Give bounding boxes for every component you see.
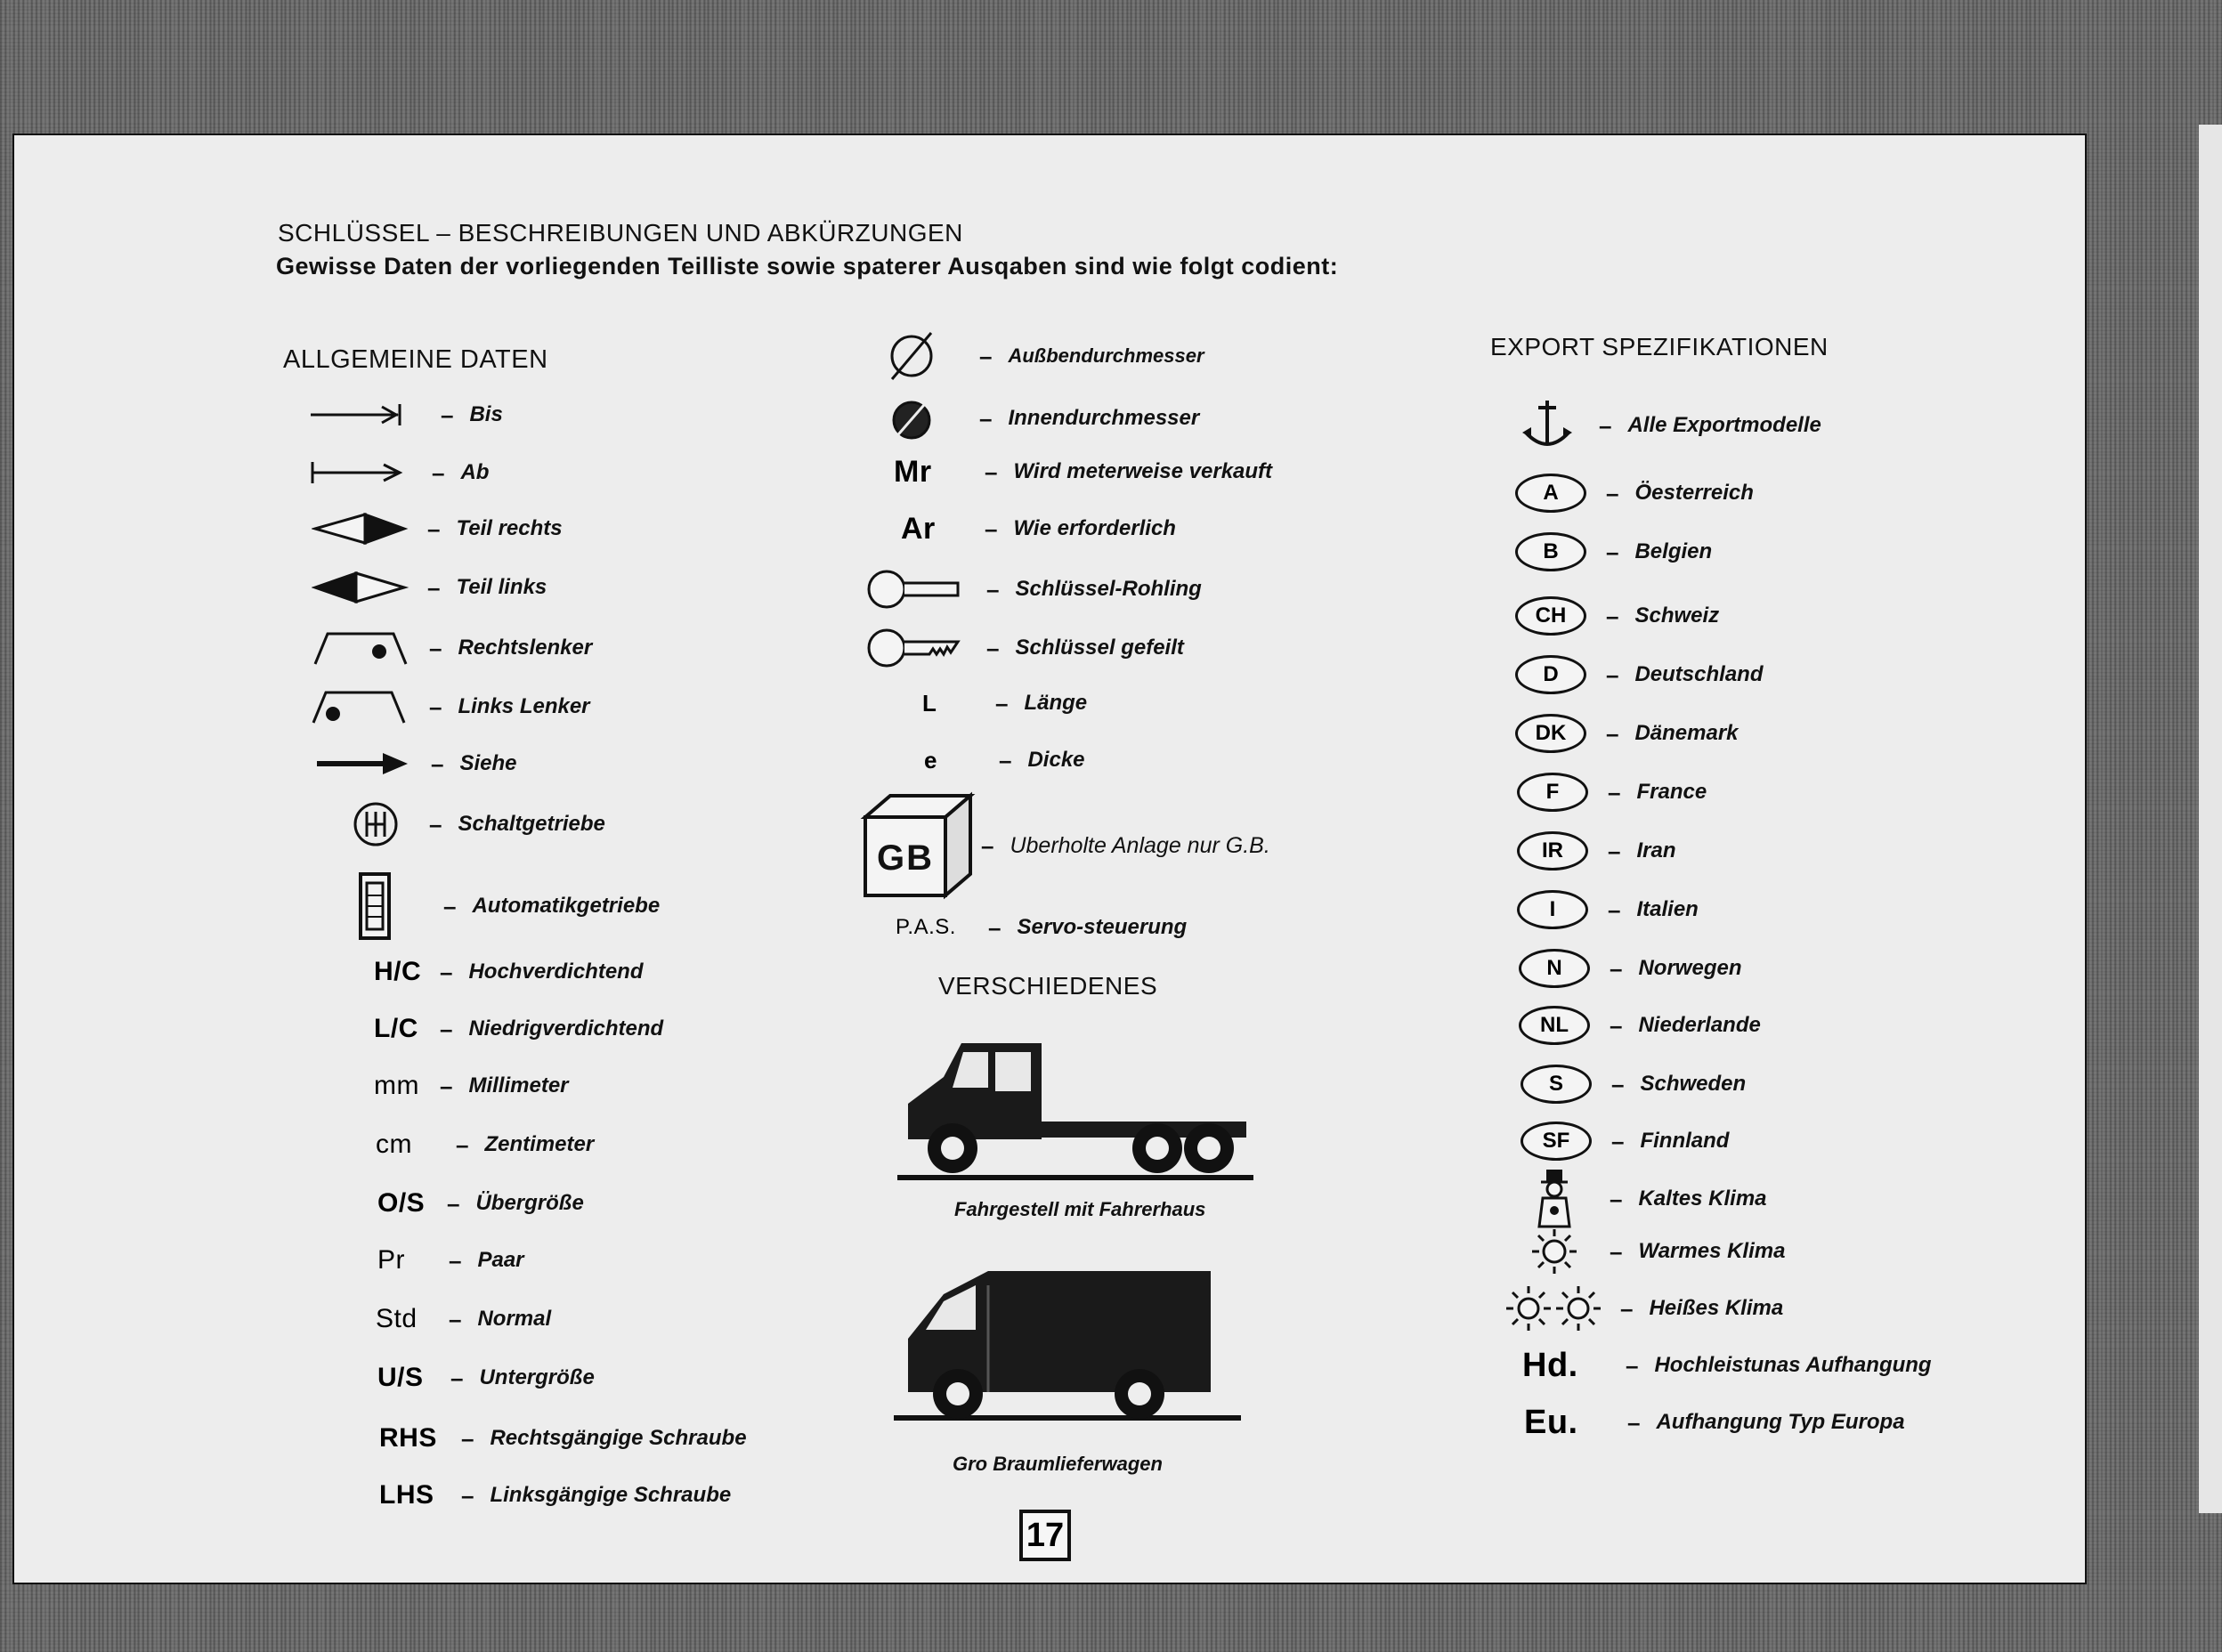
export-label: Belgien [1634,539,1713,563]
outer-diameter-icon [885,329,938,383]
export-heading: EXPORT SPEZIFIKATIONEN [1490,333,1829,360]
export-label: Schweiz [1634,603,1720,628]
abbreviation: RHS [379,1423,437,1453]
general-row: – Automatikgetriebe [353,871,660,942]
hot-climate-icon [1504,1284,1602,1332]
key-cut-icon [865,626,963,670]
general-heading: ALLGEMEINE DATEN [283,345,548,374]
middle-row: P.A.S. – Servo-steuerung [896,913,1188,941]
abbreviation: U/S [377,1363,424,1392]
general-row: – Links Lenker [310,682,590,732]
middle-label: Außbendurchmesser [1008,344,1204,367]
country-badge: S [1521,1065,1592,1104]
general-label: Links Lenker [458,694,590,718]
export-row: B – Belgien [1515,527,1712,577]
middle-row: – Schlüssel-Rohling [865,564,1202,614]
export-row: F – France [1517,767,1707,817]
country-badge: D [1515,655,1586,694]
general-row: cm – Zentimeter [376,1130,595,1159]
abbreviation: Ar [901,511,936,546]
export-row: Eu. – Aufhangung Typ Europa [1524,1403,1905,1441]
page-title: SCHLÜSSEL – BESCHREIBUNGEN UND ABKÜRZUNGEN [278,219,963,247]
general-label: Hochverdichtend [468,960,644,984]
export-row: – Kaltes Klima [1528,1168,1767,1230]
middle-label: Innendurchmesser [1008,406,1200,430]
adjacent-page-edge [2199,125,2222,1513]
general-row: mm – Millimeter [374,1071,569,1100]
general-label: Normal [477,1307,552,1331]
general-label: Rechtsgängige Schraube [490,1426,747,1450]
misc-heading: VERSCHIEDENES [938,972,1158,1000]
abbreviation: O/S [377,1188,426,1218]
export-label: Warmes Klima [1638,1239,1786,1263]
export-row: – Heißes Klima [1504,1282,1783,1335]
country-badge: NL [1519,1006,1590,1045]
middle-label: Dicke [1027,748,1085,772]
export-label: Aufhangung Typ Europa [1656,1410,1905,1434]
middle-row: Ar – Wie erforderlich [901,511,1176,546]
warm-climate-icon [1528,1227,1581,1275]
general-row: – Bis [307,390,503,440]
export-row: IR – Iran [1517,826,1675,876]
general-row: L/C – Niedrigverdichtend [374,1014,664,1043]
export-label: Dänemark [1634,721,1739,745]
general-label: Ab [460,460,490,484]
general-label: Rechtslenker [458,636,593,660]
middle-row: L – Länge [922,689,1088,717]
general-row: – Siehe [313,739,517,789]
export-row: I – Italien [1517,885,1699,935]
general-row: – Schaltgetriebe [349,799,605,849]
export-label: Italien [1636,897,1699,921]
export-label: Deutschland [1634,662,1764,686]
arrow-to-bar-icon [307,401,405,428]
middle-row: – Außbendurchmesser [885,329,1204,383]
country-badge: A [1515,474,1586,513]
anchor-icon [1512,397,1583,454]
general-row: Pr – Paar [377,1245,524,1275]
manual-gearbox-icon [349,800,402,848]
abbreviation: Eu. [1524,1403,1578,1441]
inner-diameter-icon [885,392,938,445]
gb-box-text: GB [877,838,934,878]
export-label: Norwegen [1638,956,1742,980]
country-badge: DK [1515,714,1586,753]
panel-van-icon [890,1259,1246,1441]
general-label: Übergröße [475,1191,584,1215]
key-blank-icon [865,567,963,611]
export-row: – Warmes Klima [1528,1225,1785,1278]
general-row: O/S – Übergröße [377,1188,584,1218]
export-label: France [1636,780,1707,804]
general-label: Teil links [456,575,547,599]
page-subtitle: Gewisse Daten der vorliegenden Teilliste sowie spaterer Ausqaben sind wie folgt codient: [276,253,1339,279]
left-hand-drive-icon [310,687,408,726]
middle-row: e – Dicke [924,746,1085,773]
country-badge: SF [1521,1122,1592,1161]
middle-row: – Schlüssel gefeilt [865,623,1184,673]
general-row: – Teil rechts [312,504,563,554]
general-label: Niedrigverdichtend [468,1016,664,1041]
export-row: Hd. – Hochleistunas Aufhangung [1522,1346,1932,1384]
export-row: D – Deutschland [1515,650,1764,700]
part-right-icon [312,511,410,547]
middle-label: Wird meterweise verkauft [1013,459,1273,483]
abbreviation: H/C [374,957,422,986]
export-label: Schweden [1640,1072,1747,1096]
middle-label: Schlüssel gefeilt [1015,636,1184,660]
see-arrow-icon [313,750,411,777]
country-badge: IR [1517,831,1588,871]
general-label: Linksgängige Schraube [490,1483,732,1507]
country-badge: F [1517,773,1588,812]
middle-row: – Innendurchmesser [885,392,1199,445]
abbreviation: P.A.S. [896,915,956,939]
middle-label: Schlüssel-Rohling [1015,577,1202,601]
abbreviation: e [924,746,937,773]
general-label: Paar [477,1248,524,1272]
export-row: NL – Niederlande [1519,1000,1761,1050]
vehicle-caption: Fahrgestell mit Fahrerhaus [954,1198,1206,1220]
general-label: Teil rechts [456,516,563,540]
right-hand-drive-icon [312,628,410,668]
general-row: H/C – Hochverdichtend [374,957,644,986]
export-row: – Alle Exportmodelle [1512,397,1821,454]
export-label: Niederlande [1638,1013,1761,1037]
general-row: – Teil links [312,563,547,612]
general-row: RHS – Rechtsgängige Schraube [379,1423,747,1453]
middle-label: Wie erforderlich [1013,516,1176,540]
part-left-icon [312,570,410,605]
abbreviation: L/C [374,1014,418,1043]
arrow-from-bar-icon [307,459,405,486]
general-row: LHS – Linksgängige Schraube [379,1480,732,1510]
export-row: SF – Finnland [1521,1116,1729,1166]
general-row: – Rechtslenker [312,623,592,673]
cold-climate-icon [1528,1168,1581,1230]
middle-label: Länge [1024,691,1088,715]
export-label: Öesterreich [1634,481,1754,505]
middle-row: Mr – Wird meterweise verkauft [894,454,1273,489]
general-label: Automatikgetriebe [472,894,661,918]
export-label: Finnland [1640,1129,1730,1153]
abbreviation: L [922,689,937,717]
gb-box-icon [860,790,976,901]
export-row: S – Schweden [1521,1059,1746,1109]
abbreviation: LHS [379,1480,434,1510]
abbreviation: Pr [377,1245,405,1275]
vehicle-caption: Gro Braumlieferwagen [953,1453,1163,1475]
general-label: Siehe [459,751,517,775]
export-label: Iran [1636,838,1676,862]
abbreviation: Hd. [1522,1346,1578,1384]
country-badge: N [1519,949,1590,988]
general-label: Untergröße [479,1365,595,1389]
middle-label: Servo-steuerung [1017,915,1188,939]
general-label: Schaltgetriebe [458,812,605,836]
abbreviation: cm [376,1130,412,1159]
abbreviation: Mr [894,454,932,489]
general-label: Millimeter [468,1073,569,1097]
export-label: Kaltes Klima [1638,1186,1767,1211]
general-label: Zentimeter [484,1132,595,1156]
abbreviation: mm [374,1071,419,1100]
general-row: – Ab [307,448,489,498]
country-badge: CH [1515,596,1586,636]
export-row: CH – Schweiz [1515,591,1719,641]
chassis-cab-icon [890,1032,1255,1197]
export-row: N – Norwegen [1519,943,1741,993]
abbreviation: Std [376,1304,418,1333]
export-label: Heißes Klima [1649,1296,1784,1320]
country-badge: B [1515,532,1586,571]
export-row: DK – Dänemark [1515,709,1739,758]
automatic-gearbox-icon [353,871,397,942]
country-badge: I [1517,890,1588,929]
middle-row: GB – Uberholte Anlage nur G.B. [860,790,1270,901]
general-label: Bis [469,402,503,426]
page-number: 17 [1019,1510,1071,1561]
export-label: Hochleistunas Aufhangung [1654,1353,1932,1377]
export-row: A – Öesterreich [1515,468,1754,518]
export-label: Alle Exportmodelle [1627,413,1821,437]
general-row: U/S – Untergröße [377,1363,595,1392]
general-row: Std – Normal [376,1304,552,1333]
middle-label: Uberholte Anlage nur G.B. [1010,832,1270,858]
